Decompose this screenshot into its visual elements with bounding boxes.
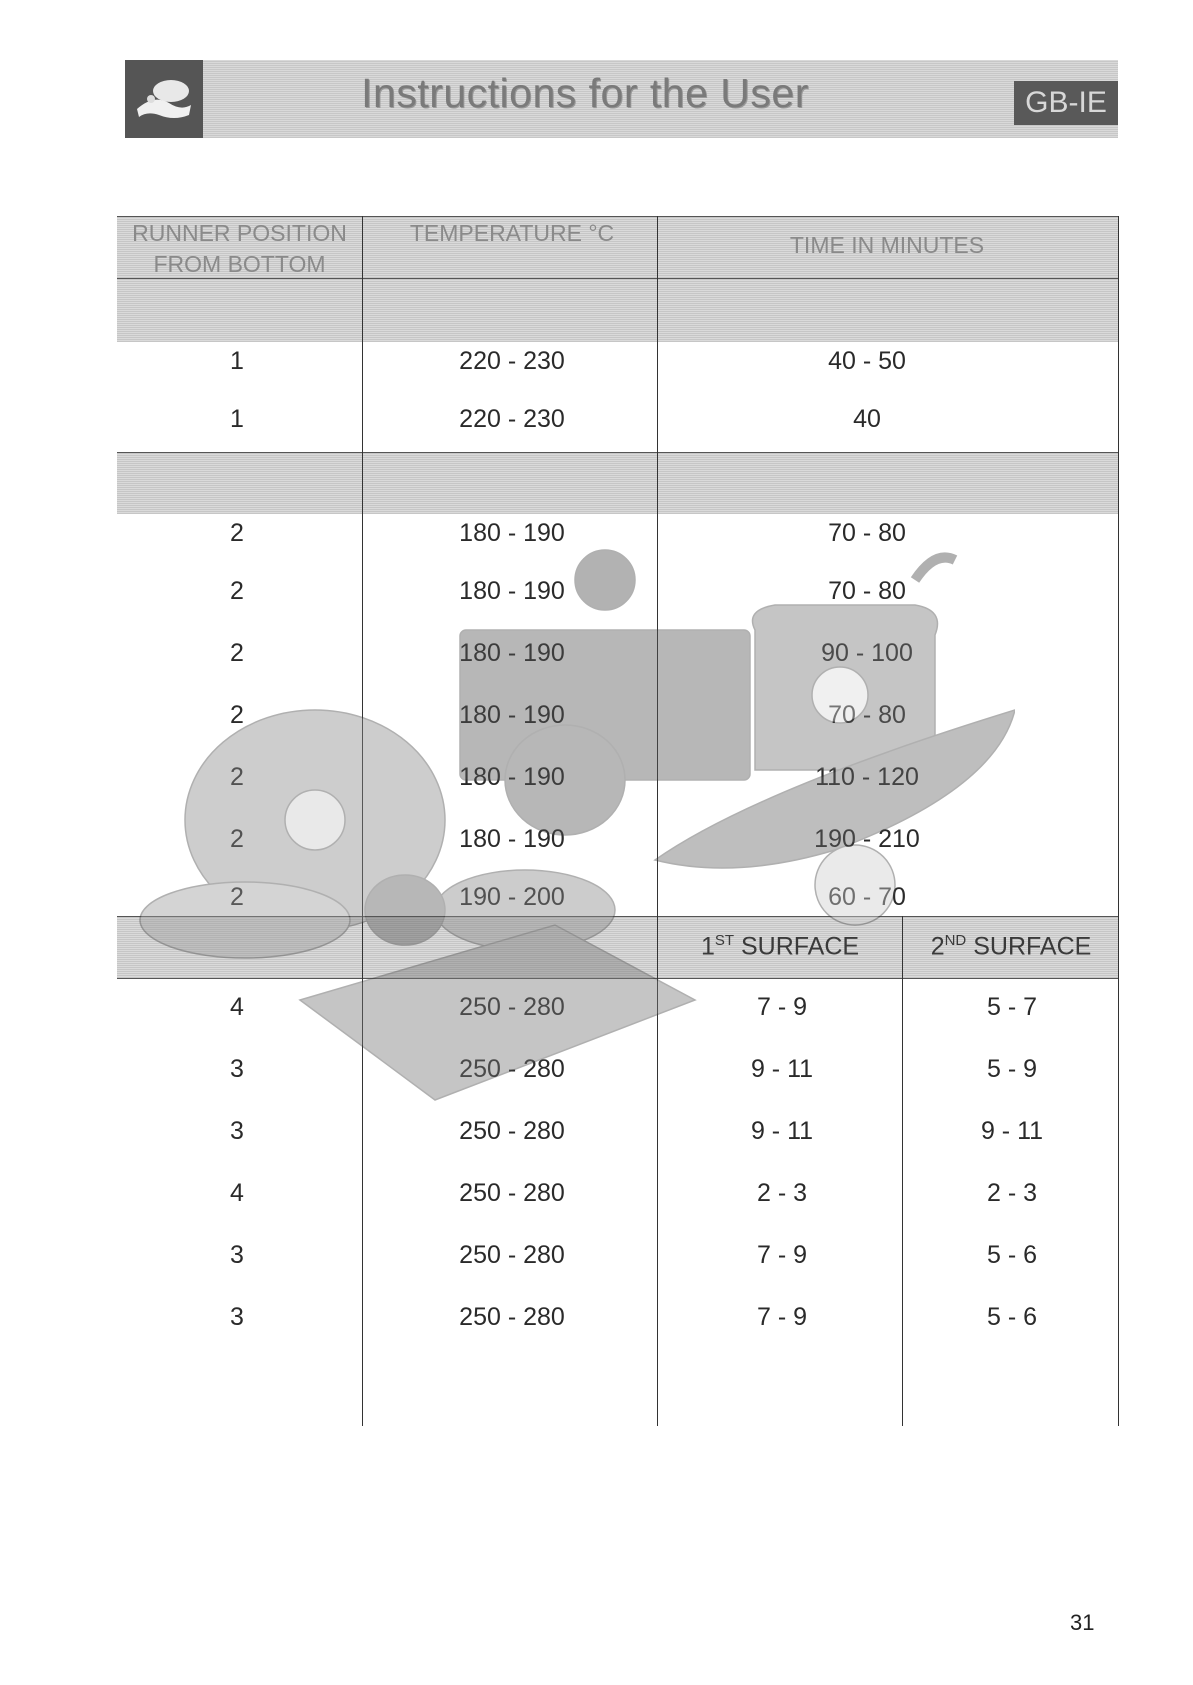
section-header-band	[117, 452, 1119, 514]
page-title: Instructions for the User	[361, 70, 809, 116]
language-badge: GB-IE	[1014, 81, 1118, 125]
second-surface-header: 2ND SURFACE	[930, 932, 1092, 961]
page-number: 31	[1070, 1610, 1095, 1635]
column-header-temperature: TEMPERATURE °C	[409, 220, 615, 246]
chef-logo-icon	[125, 60, 203, 138]
column-header-time: TIME IN MINUTES	[789, 232, 985, 258]
section-header-band	[117, 278, 1119, 342]
first-surface-header: 1ST SURFACE	[700, 932, 860, 961]
column-header-runner: RUNNER POSITION FROM BOTTOM	[132, 220, 347, 277]
cooking-table: RUNNER POSITION FROM BOTTOM TEMPERATURE °C TIME IN MINUTES 1ST SURFACE 2ND SURFACE 1 220 - 230 40 - 50 1 220 - 230 40 2 180 - 190 70 - 80 2 180 - 190 70 - 80 2 180 - 190 90 - 100 2 180 - 190 70 - 80 2 180 - 190 110 - 120 2 180 - 190 190 - 210 2 190 - 200 60 - 70 4 250 - 280 7 - 9 5 - 7 3 250 - 280 9 - 11 5 - 9 3 250 - 280 9 - 11 9 - 11 4 250 - 280 2 - 3 2 - 3 3 250 - 280 7 - 9 5 - 6 3 250 - 280 7 - 9 5 - 6	[117, 216, 1119, 1426]
